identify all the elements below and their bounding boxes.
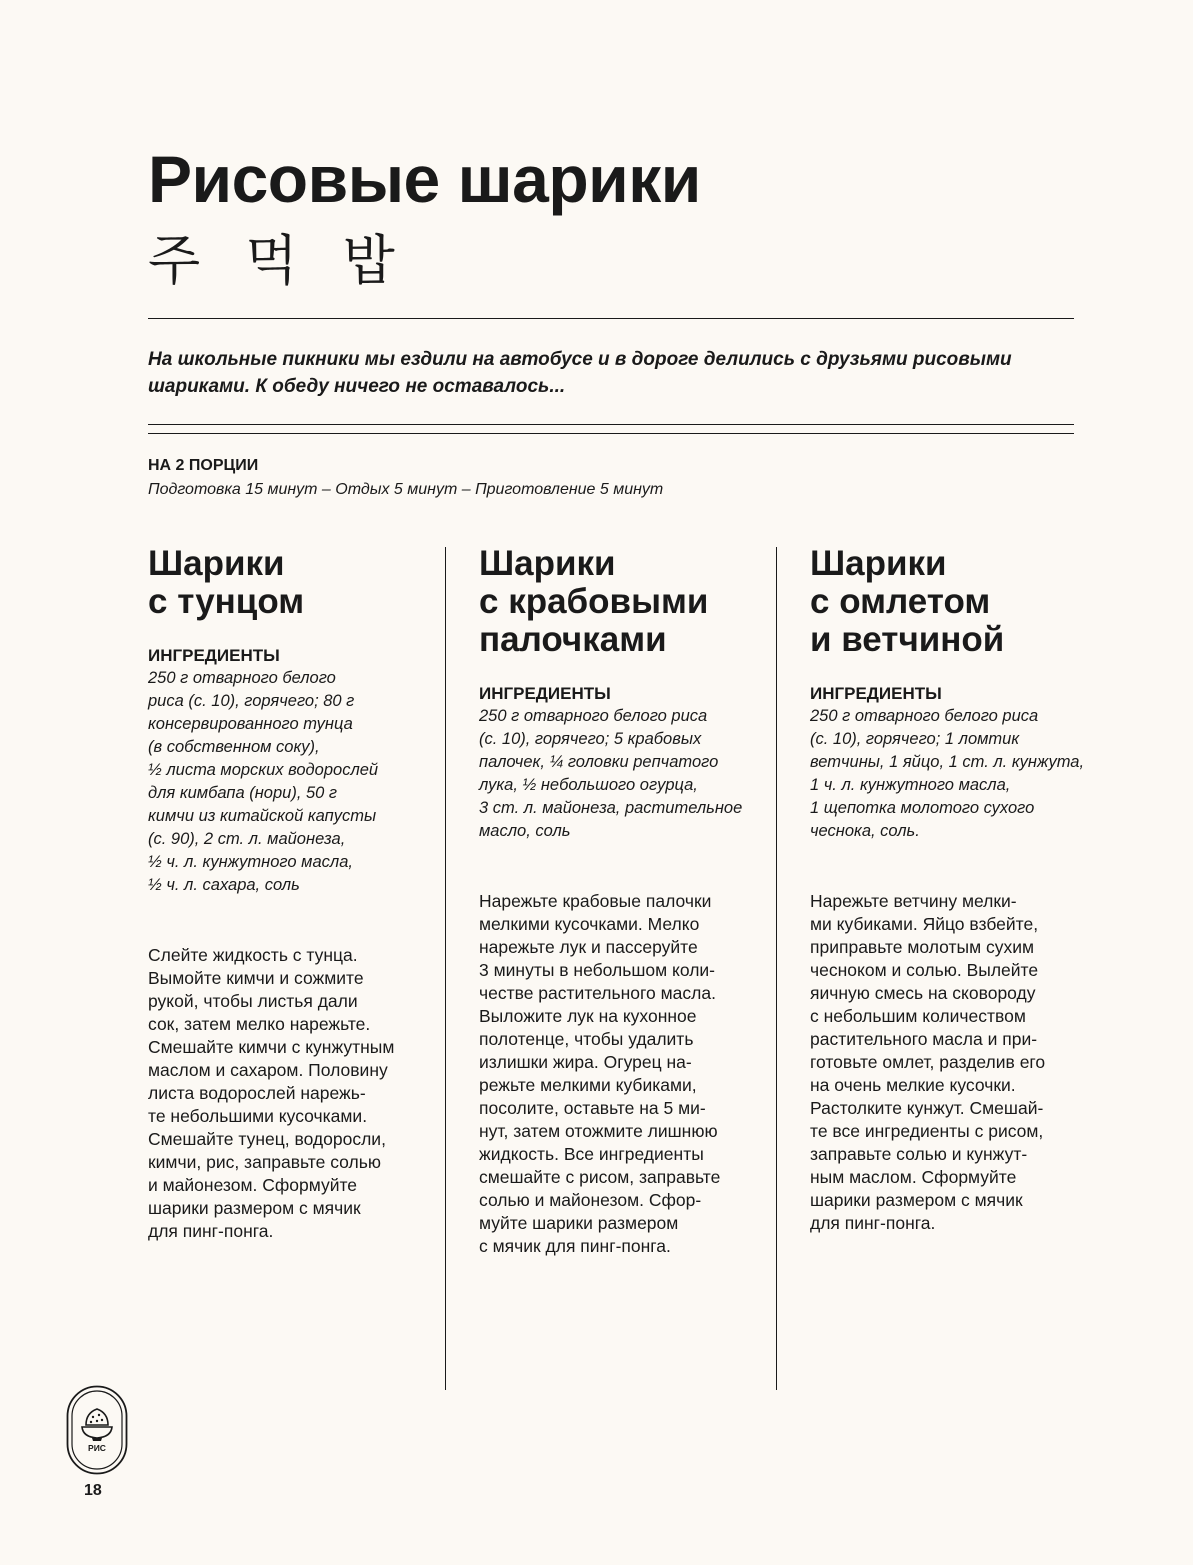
ingredients-list: 250 г отварного белого риса (с. 10), горячего; 5 крабовых палочек, ¼ головки репчатого лука, ½ небольшого огурца, 3 ст. л. майонеза, растительное масло, соль	[479, 707, 743, 840]
column-divider	[445, 547, 446, 1390]
ingredients-heading: ИНГРЕДИЕНТЫ	[479, 684, 611, 703]
ingredients-heading: ИНГРЕДИЕНТЫ	[148, 646, 280, 665]
method-text: Слейте жидкость с тунца. Вымойте кимчи и сожмите рукой, чтобы листья дали сок, затем мелко нарежьте. Смешайте кимчи с кунжутным маслом и сахаром. Половину листа водорослей нарежь- те небольшими кусочками. Смешайте тунец, водоросли, кимчи, рис, заправьте солью и майонезом. Сформуйте шарики размером с мячик для пинг-понга.	[148, 945, 395, 1241]
page-title: Рисовые шарики	[148, 142, 701, 216]
ingredients-list: 250 г отварного белого риса (с. 10), горячего; 1 ломтик ветчины, 1 яйцо, 1 ст. л. кунжута, 1 ч. л. кунжутного масла, 1 щепотка молотого сухого чеснока, соль.	[810, 707, 1085, 840]
recipe-column-tuna	[148, 545, 428, 1243]
servings: НА 2 ПОРЦИИ	[148, 457, 259, 474]
korean-title: 주 먹 밥	[148, 229, 409, 292]
double-divider-bottom	[148, 433, 1074, 434]
method-text: Нарежьте ветчину мелки- ми кубиками. Яйцо взбейте, приправьте молотым сухим чесноком и солью. Вылейте яичную смесь на сковороду с небольшим количеством растительного масла и при- готовьте омлет, разделив его на очень мелкие кусочки. Растолките кунжут. Смешай- те все ингредиенты с рисом, заправьте солью и кунжут- ным маслом. Сформуйте шарики размером с мячик для пинг-понга.	[810, 891, 1046, 1233]
method-text: Нарежьте крабовые палочки мелкими кусочками. Мелко нарежьте лук и пассеруйте 3 минуты в небольшом коли- честве растительного масла. Выложите лук на кухонное полотенце, чтобы удалить излишки жира. Огурец на- режьте мелкими кубиками, посолите, оставьте на 5 ми- нут, затем отожмите лишнюю жидкость. Все ингредиенты смешайте с рисом, заправьте солью и майонезом. Сфор- муйте шарики размером с мячик для пинг-понга.	[479, 891, 721, 1256]
ingredients-list: 250 г отварного белого риса (с. 10), горячего; 80 г консервированного тунца (в собственном соку), ½ листа морских водорослей для кимбапа (нори), 50 г кимчи из китайской капусты (с. 90), 2 ст. л. майонеза, ½ ч. л. кунжутного масла, ½ ч. л. сахара, соль	[148, 669, 379, 894]
recipe-column-omelette	[810, 545, 1090, 1235]
rice-badge	[66, 1385, 128, 1475]
recipe-title: Шарики с крабовыми палочками	[479, 544, 709, 659]
intro-text: На школьные пикники мы ездили на автобусе и в дороге делились с друзьями рисовыми шариками. К обеду ничего не оставалось...	[148, 349, 1012, 397]
ingredients-heading: ИНГРЕДИЕНТЫ	[810, 684, 942, 703]
page-number: 18	[84, 1482, 102, 1499]
column-divider	[776, 547, 777, 1390]
timing: Подготовка 15 минут – Отдых 5 минут – Приготовление 5 минут	[148, 481, 664, 498]
top-divider	[148, 318, 1074, 319]
recipe-title: Шарики с омлетом и ветчиной	[810, 544, 1005, 659]
recipe-title: Шарики с тунцом	[148, 544, 305, 621]
rice-bowl-icon	[82, 1409, 112, 1441]
recipe-column-crab	[479, 545, 764, 1258]
double-divider-top	[148, 424, 1074, 425]
badge-label: РИС	[88, 1443, 106, 1453]
